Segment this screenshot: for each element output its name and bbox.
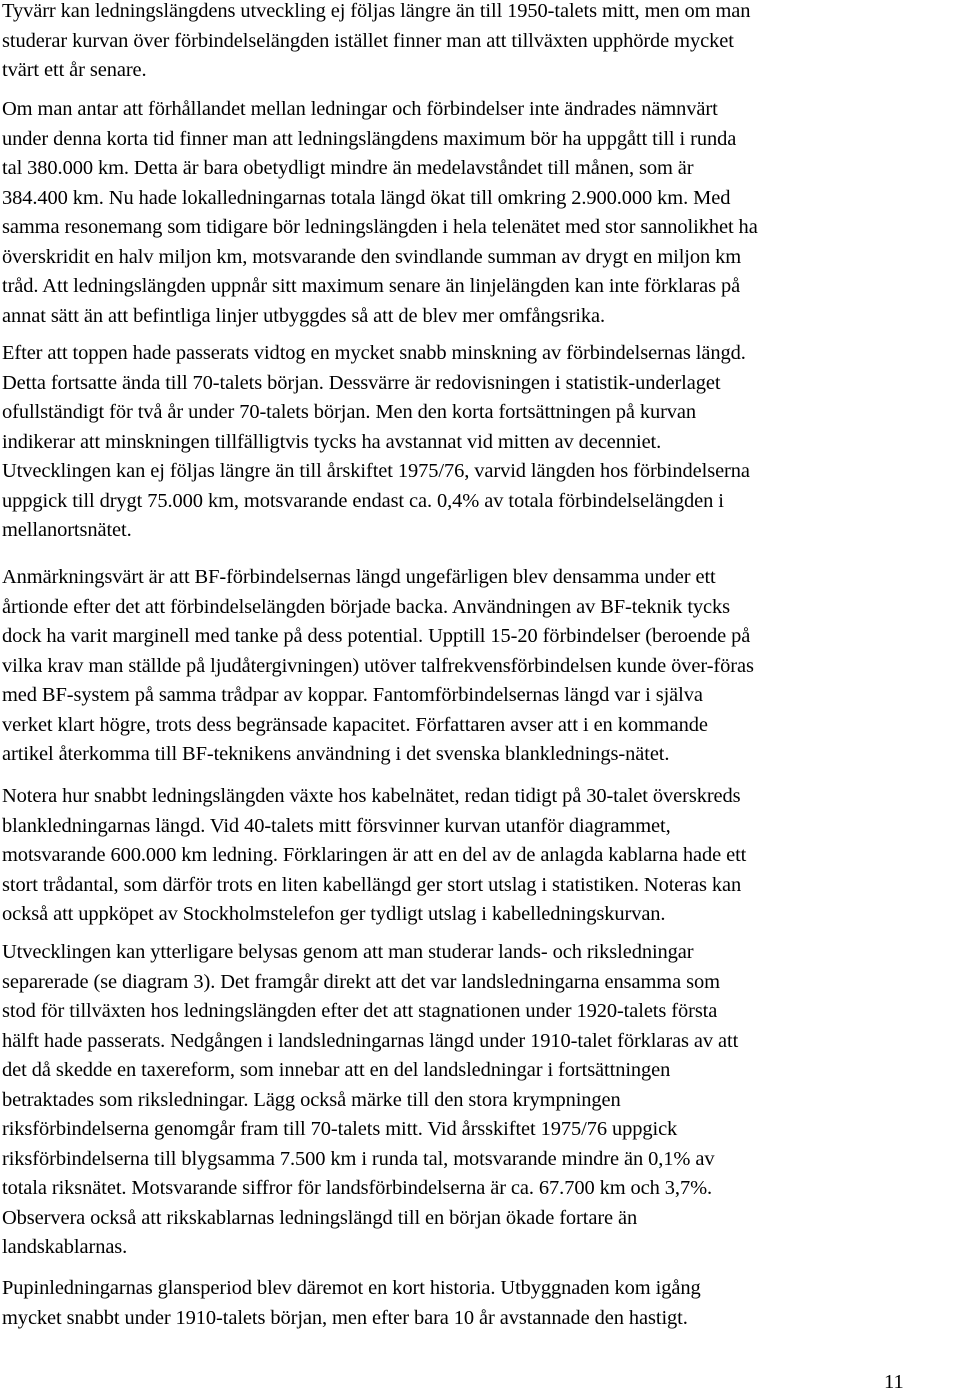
text-line: under denna korta tid finner man att ledningslängdens maximum bör ha uppgått till i runda (2, 127, 737, 150)
text-line: årtionde efter det att förbindelselängden började backa. Användningen av BF-teknik tycks (2, 595, 730, 618)
paragraph-2 (2, 95, 958, 331)
text-line: hälft hade passerats. Nedgången i landsledningarnas längd under 1910-talet förklaras av att (2, 1029, 739, 1052)
text-line: Detta fortsatte ända till 70-talets början. Dessvärre är redovisningen i statistik-underlaget (2, 371, 721, 394)
text-line: Anmärkningsvärt är att BF-förbindelsernas längd ungefärligen blev densamma under ett (2, 566, 716, 588)
text-line: samma resonemang som tidigare bör ledningslängden i hela telenätet med stor sannolikhet ha (2, 216, 758, 238)
text-line: annat sätt än att befintliga linjer utbyggdes så att de blev mer omfångsrika. (2, 304, 606, 327)
text-line: Utvecklingen kan ej följas längre än till årskiftet 1975/76, varvid längden hos förbindelserna (2, 460, 750, 482)
text-line: stort trådantal, som därför trots en liten kabellängd ger stort utslag i statistiken. Noteras kan (2, 873, 742, 896)
paragraph-7 (2, 1274, 958, 1333)
text-line: vilka krav man ställde på ljudåtergivningen) utöver talfrekvensförbindelsen kunde över-föras (2, 654, 754, 677)
text-line: tråd. Att ledningslängden uppnår sitt maximum senare än linjelängden kan inte förklaras på (2, 275, 741, 297)
paragraph-1 (2, 0, 958, 86)
text-line: artikel återkomma till BF-teknikens användning i det svenska blanklednings-nätet. (2, 743, 670, 765)
text-line: Utvecklingen kan ytterligare belysas genom att man studerar lands- och riksledningar (2, 941, 694, 963)
text-line: dock ha varit marginell med tanke på dess potential. Upptill 15-20 förbindelser (beroende på (2, 625, 751, 647)
text-line: Notera hur snabbt ledningslängden växte hos kabelnätet, redan tidigt på 30-talet överskreds (2, 785, 741, 807)
text-line: uppgick till drygt 75.000 km, motsvarande endast ca. 0,4% av totala förbindelselängden i (2, 489, 724, 512)
text-line: riksförbindelserna till blygsamma 7.500 km i runda tal, motsvarande mindre än 0,1% av (2, 1147, 715, 1170)
text-line: totala riksnätet. Motsvarande siffror för landsförbindelserna är ca. 67.700 km och 3,7%. (2, 1177, 713, 1199)
text-line: mycket snabbt under 1910-talets början, men efter bara 10 år avstannade den hastigt. (2, 1306, 688, 1329)
text-line: Pupinledningarnas glansperiod blev däremot en kort historia. Utbyggnaden kom igång (2, 1277, 701, 1299)
text-line: med BF-system på samma trådpar av koppar. Fantomförbindelsernas längd var i själva (2, 684, 703, 706)
text-line: studerar kurvan över förbindelselängden istället finner man att tillväxten upphörde mycket (2, 29, 734, 52)
text-line: betraktades som riksledningar. Lägg också märke till den stora krympningen (2, 1088, 621, 1111)
text-line: motsvarande 600.000 km ledning. Förklaringen är att en del av de anlagda kablarna hade ett (2, 844, 747, 866)
text-line: verket klart högre, trots dess begränsade kapacitet. Författaren avser att i en kommande (2, 713, 708, 736)
text-line: stod för tillväxten hos ledningslängden efter det att stagnationen under 1920-talets första (2, 1000, 718, 1022)
text-line: tal 380.000 km. Detta är bara obetydligt mindre än medelavståndet till månen, som är (2, 157, 694, 179)
text-line: indikerar att minskningen tillfälligtvis tycks ha avstannat vid mitten av decenniet. (2, 430, 662, 453)
text-line: också att uppköpet av Stockholmstelefon ger tydligt utslag i kabelledningskurvan. (2, 903, 666, 925)
text-line: överskridit en halv miljon km, motsvarande den svindlande summan av drygt en miljon km (2, 245, 742, 268)
text-line: Om man antar att förhållandet mellan ledningar och förbindelser inte ändrades nämnvärt (2, 98, 718, 120)
text-line: Observera också att rikskablarnas ledningslängd till en början ökade fortare än (2, 1206, 638, 1229)
text-line: separerade (se diagram 3). Det framgår direkt att det var landsledningarna ensamma som (2, 970, 720, 993)
paragraph-5 (2, 782, 958, 930)
text-line: det då skedde en taxereform, som innebar att en del landsledningar i fortsättningen (2, 1059, 671, 1081)
text-line: landskablarnas. (2, 1236, 128, 1258)
text-line: riksförbindelserna genomgår fram till 70-talets mitt. Vid årsskiftet 1975/76 uppgick (2, 1118, 678, 1140)
text-line: Efter att toppen hade passerats vidtog en mycket snabb minskning av förbindelsernas längd. (2, 342, 746, 364)
paragraph-4 (2, 563, 958, 770)
paragraph-3 (2, 339, 958, 546)
text-line: Tyvärr kan ledningslängdens utveckling ej följas längre än till 1950-talets mitt, men om man (2, 0, 751, 22)
paragraph-6 (2, 938, 958, 1263)
page-number: 11 (884, 1371, 904, 1393)
text-line: tvärt ett år senare. (2, 59, 147, 81)
text-line: 384.400 km. Nu hade lokalledningarnas totala längd ökat till omkring 2.900.000 km. Med (2, 186, 731, 209)
text-line: blankledningarnas längd. Vid 40-talets mitt försvinner kurvan utanför diagrammet, (2, 814, 671, 837)
text-line: ofullständigt för två år under 70-talets början. Men den korta fortsättningen på kurvan (2, 401, 697, 423)
text-line: mellanortsnätet. (2, 519, 132, 541)
